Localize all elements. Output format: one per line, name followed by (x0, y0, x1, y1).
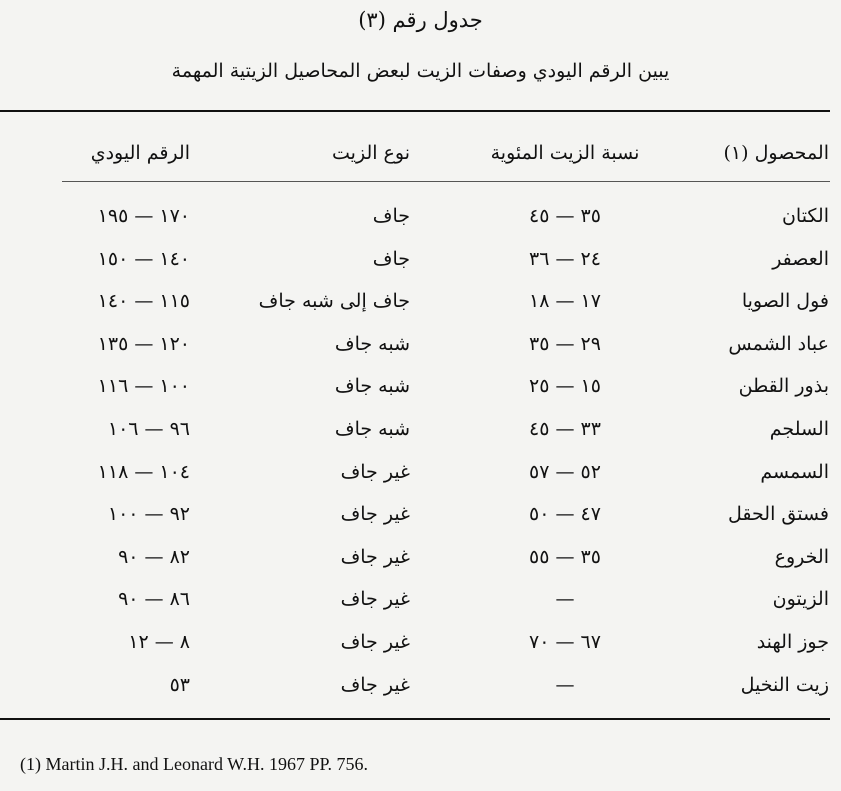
table-row (0, 283, 841, 319)
oil-percent-cell: — (555, 673, 575, 696)
oil-percent-cell: ٣٥ — ٤٥ (529, 205, 601, 227)
table-title: جدول رقم (٣) (358, 8, 483, 32)
iodine-number-cell: ١٠٤ — ١١٨ (97, 460, 190, 483)
top-rule (0, 110, 830, 112)
iodine-number-cell: ٨٦ — ٩٠ (118, 588, 190, 611)
crop-cell: العصفر (772, 247, 829, 270)
oil-percent-cell: ٦٧ — ٧٠ (529, 631, 601, 653)
iodine-number-cell: ٩٦ — ١٠٦ (107, 418, 190, 440)
iodine-number-cell: ١٧٠ — ١٩٥ (97, 205, 190, 227)
table-row (0, 241, 841, 277)
oil-type-cell: شبه جاف (334, 375, 410, 398)
iodine-number-cell: ١٠٠ — ١١٦ (97, 375, 190, 398)
iodine-number-cell: ١٤٠ — ١٥٠ (97, 247, 190, 270)
oil-type-cell: جاف (372, 247, 410, 270)
iodine-number-cell: ١١٥ — ١٤٠ (97, 290, 190, 313)
crop-cell: السمسم (760, 460, 829, 483)
table-row (0, 624, 841, 660)
oil-percent-cell: ٣٥ — ٥٥ (529, 545, 601, 568)
crop-cell: فستق الحقل (728, 503, 829, 526)
table-row (0, 198, 841, 234)
oil-type-cell: شبه جاف (334, 418, 410, 440)
table-row (0, 667, 841, 703)
crop-cell: عباد الشمس (728, 332, 829, 355)
oil-type-cell: غير جاف (340, 673, 410, 696)
table-caption: يبين الرقم اليودي وصفات الزيت لبعض المحاصيل الزيتية المهمة (171, 60, 670, 82)
oil-type-cell: شبه جاف (334, 332, 410, 355)
crop-cell: الكتان (781, 205, 829, 227)
iodine-number-cell: ٥٣ (169, 673, 190, 696)
oil-type-cell: غير جاف (340, 503, 410, 526)
crop-cell: بذور القطن (738, 375, 829, 398)
oil-percent-cell: — (555, 588, 575, 611)
table-row (0, 454, 841, 490)
table-row (0, 496, 841, 532)
oil-type-cell: غير جاف (340, 460, 410, 483)
oil-type-cell: غير جاف (340, 545, 410, 568)
oil-percent-cell: ١٥ — ٢٥ (529, 375, 601, 398)
header-iodine-number: الرقم اليودي (90, 142, 190, 164)
crop-cell: السلجم (769, 418, 829, 440)
table-row (0, 326, 841, 362)
oil-percent-cell: ٢٤ — ٣٦ (529, 247, 601, 270)
iodine-number-cell: ١٢٠ — ١٣٥ (97, 332, 190, 355)
header-oil-percent: نسبة الزيت المئوية (490, 142, 640, 164)
oil-percent-cell: ٤٧ — ٥٠ (529, 503, 601, 526)
iodine-number-cell: ٨٢ — ٩٠ (118, 545, 190, 568)
iodine-number-cell: ٩٢ — ١٠٠ (107, 503, 190, 526)
table-row (0, 368, 841, 404)
oil-type-cell: جاف (372, 205, 410, 227)
oil-percent-cell: ٢٩ — ٣٥ (529, 332, 601, 355)
bottom-rule (0, 718, 830, 720)
table-row (0, 581, 841, 617)
oil-type-cell: غير جاف (340, 588, 410, 611)
header-crop: المحصول (١) (723, 142, 829, 164)
crop-cell: جوز الهند (756, 631, 829, 653)
crop-cell: زيت النخيل (740, 673, 829, 696)
crop-cell: فول الصويا (741, 290, 829, 313)
header-oil-type: نوع الزيت (332, 142, 410, 164)
oil-percent-cell: ٣٣ — ٤٥ (529, 418, 601, 440)
table-row (0, 539, 841, 575)
header-rule (62, 181, 830, 182)
crop-cell: الخروع (774, 545, 829, 568)
table-row (0, 411, 841, 447)
crop-cell: الزيتون (772, 588, 829, 611)
oil-type-cell: جاف إلى شبه جاف (258, 290, 410, 313)
oil-percent-cell: ٥٢ — ٥٧ (529, 460, 601, 483)
iodine-number-cell: ٨ — ١٢ (128, 631, 190, 653)
oil-percent-cell: ١٧ — ١٨ (529, 290, 601, 313)
oil-type-cell: غير جاف (340, 631, 410, 653)
footnote: (1) Martin J.H. and Leonard W.H. 1967 PP. 756. (20, 754, 368, 774)
